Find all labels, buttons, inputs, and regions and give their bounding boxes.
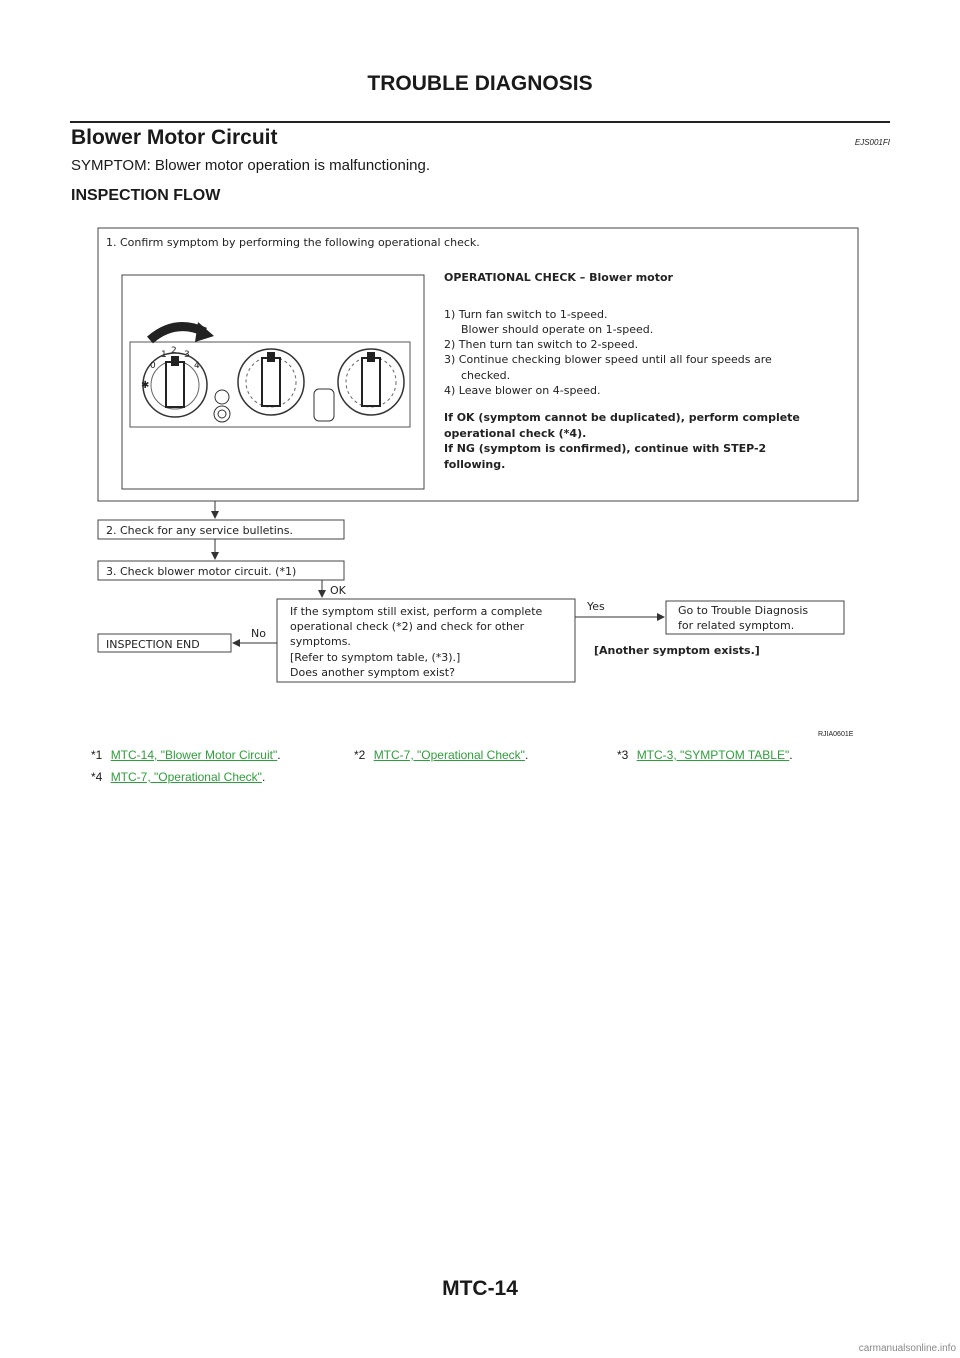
dial-label: 0 bbox=[150, 361, 156, 371]
question-line: [Refer to symptom table, (*3).] bbox=[290, 651, 461, 664]
check-result-line: If NG (symptom is confirmed), continue with STEP-2 bbox=[444, 442, 767, 455]
footnote bbox=[91, 748, 281, 762]
footnote-mark: *2 bbox=[354, 748, 366, 762]
footnote bbox=[617, 748, 793, 762]
check-line: Blower should operate on 1-speed. bbox=[461, 323, 654, 336]
dial-label: 3 bbox=[184, 350, 190, 360]
round-knob-center bbox=[218, 410, 226, 418]
page-number: MTC-14 bbox=[442, 1277, 518, 1300]
question-line: If the symptom still exist, perform a complete bbox=[290, 605, 543, 618]
mode-dial-icon bbox=[338, 349, 404, 415]
goto-line: Go to Trouble Diagnosis bbox=[678, 604, 809, 617]
rotation-arrow-head bbox=[195, 322, 214, 342]
footnote-link[interactable]: MTC-7, "Operational Check" bbox=[110, 770, 262, 784]
watermark: carmanualsonline.info bbox=[858, 1343, 956, 1354]
question-line: operational check (*2) and check for other bbox=[290, 620, 525, 633]
footnote-suffix: . bbox=[277, 748, 281, 762]
check-line: 1) Turn fan switch to 1-speed. bbox=[444, 308, 608, 321]
footnote-mark: *1 bbox=[91, 748, 103, 762]
figure-code: RJIA0601E bbox=[818, 731, 854, 738]
yes-label: Yes bbox=[587, 600, 605, 613]
footnote-suffix: . bbox=[524, 748, 529, 762]
round-knob-icon bbox=[214, 406, 230, 422]
no-label: No bbox=[251, 627, 266, 640]
footnote-link[interactable]: MTC-3, "SYMPTOM TABLE" bbox=[636, 748, 790, 762]
question-line: symptoms. bbox=[290, 635, 351, 648]
footnote bbox=[354, 748, 528, 762]
dial-label: 2 bbox=[171, 346, 177, 356]
inspection-flow-heading: INSPECTION FLOW bbox=[71, 187, 221, 204]
section-code: EJS001FI bbox=[854, 138, 890, 147]
footnote bbox=[91, 770, 265, 784]
another-symptom-label: [Another symptom exists.] bbox=[594, 644, 760, 657]
footnote-suffix: . bbox=[261, 770, 266, 784]
question-line: Does another symptom exist? bbox=[290, 666, 455, 679]
check-line: 2) Then turn tan switch to 2-speed. bbox=[444, 338, 639, 351]
footnote-link[interactable]: MTC-7, "Operational Check" bbox=[373, 748, 525, 762]
operational-check-title: OPERATIONAL CHECK – Blower motor bbox=[444, 271, 673, 284]
symptom-text: SYMPTOM: Blower motor operation is malfunctioning. bbox=[71, 157, 431, 174]
footnote-suffix: . bbox=[789, 748, 793, 762]
check-result-line: operational check (*4). bbox=[444, 427, 587, 440]
goto-line: for related symptom. bbox=[678, 619, 795, 632]
step3-text: 3. Check blower motor circuit. (*1) bbox=[106, 565, 297, 578]
dial-label: 1 bbox=[161, 350, 167, 360]
dial-label: 4 bbox=[194, 361, 200, 371]
ok-label: OK bbox=[330, 584, 346, 597]
check-line: 3) Continue checking blower speed until all four speeds are bbox=[444, 353, 772, 366]
check-line: checked. bbox=[461, 369, 511, 382]
temperature-dial-icon bbox=[238, 349, 304, 415]
check-result-line: following. bbox=[444, 458, 506, 471]
step1-text: 1. Confirm symptom by performing the following operational check. bbox=[106, 236, 480, 249]
check-result-line: If OK (symptom cannot be duplicated), perform complete bbox=[444, 411, 800, 424]
fan-symbol-icon: ✱ bbox=[141, 380, 150, 391]
recirculation-button-icon bbox=[215, 390, 229, 404]
inspection-end-text: INSPECTION END bbox=[106, 638, 200, 651]
footnote-link[interactable]: MTC-14, "Blower Motor Circuit" bbox=[110, 748, 278, 762]
footnote-mark: *4 bbox=[91, 770, 103, 784]
section-title: Blower Motor Circuit bbox=[71, 126, 278, 149]
page-header-title: TROUBLE DIAGNOSIS bbox=[367, 72, 593, 95]
step2-text: 2. Check for any service bulletins. bbox=[106, 524, 293, 537]
ac-button-icon bbox=[314, 389, 334, 421]
footnote-mark: *3 bbox=[617, 748, 629, 762]
check-line: 4) Leave blower on 4-speed. bbox=[444, 384, 601, 397]
